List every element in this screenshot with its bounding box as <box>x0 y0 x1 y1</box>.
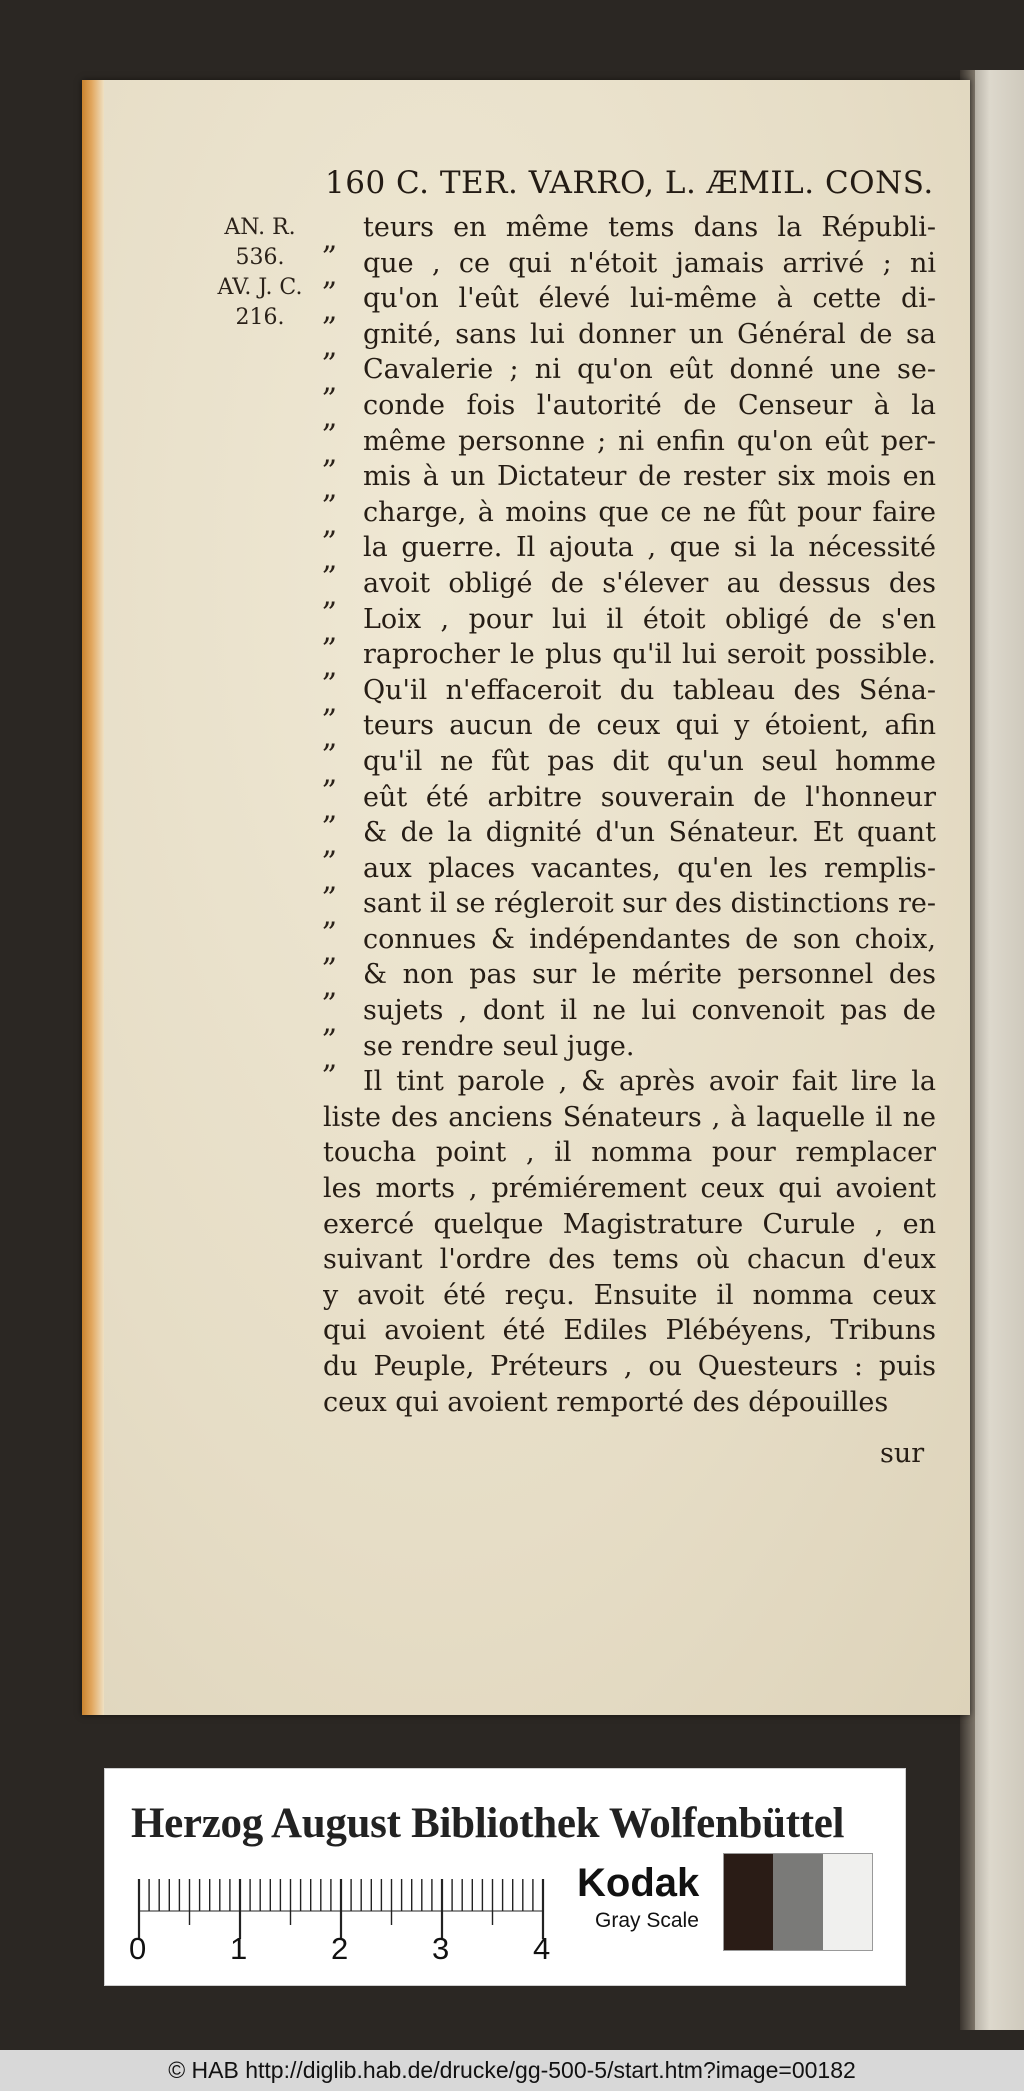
quote-mark: „ <box>322 542 338 578</box>
quote-mark: „ <box>322 755 338 791</box>
ruler-numbers <box>129 1931 589 1971</box>
quote-mark: „ <box>322 684 338 720</box>
text-line: sant il se régleroit sur des distinctions re- <box>363 888 936 920</box>
text-line: conde fois l'autorité de Censeur à la <box>363 389 936 421</box>
text-line: même personne ; ni enfin qu'on eût per- <box>363 425 936 457</box>
quote-mark: „ <box>322 827 338 863</box>
text-line: qu'il ne fût pas dit qu'un seul homme <box>363 745 936 777</box>
quote-mark: „ <box>322 506 338 542</box>
text-line: charge, à moins que ce ne fût pour faire <box>363 496 936 528</box>
quote-mark: „ <box>322 1005 338 1041</box>
text-line: & non pas sur le mérite personnel des <box>363 959 936 991</box>
quote-mark: „ <box>322 222 338 257</box>
text-line: Cavalerie ; ni qu'on eût donné une se- <box>363 354 936 386</box>
text-line: avoit obligé de s'élever au dessus des <box>363 567 936 599</box>
text-line: qui avoient été Ediles Plébéyens, Tribuns <box>323 1315 936 1347</box>
quote-mark: „ <box>322 293 338 329</box>
text-line: Qu'il n'effaceroit du tableau des Séna- <box>363 674 936 706</box>
ruler-number: 3 <box>432 1931 450 1966</box>
quote-mark: „ <box>322 1040 338 1076</box>
margin-note <box>205 213 315 333</box>
text-line: aux places vacantes, qu'en les remplis- <box>363 852 936 884</box>
text-line: Il tint parole , & après avoir fait lire la <box>363 1066 936 1098</box>
quote-mark: „ <box>322 649 338 685</box>
quote-mark: „ <box>322 791 338 827</box>
margin-note-line: 536. <box>235 245 285 270</box>
quote-mark: „ <box>322 328 338 364</box>
text-line: du Peuple, Préteurs , ou Questeurs : puis <box>323 1351 936 1382</box>
color-target-card <box>104 1768 906 1986</box>
text-line: se rendre seul juge. <box>363 1030 635 1062</box>
quote-mark: „ <box>322 399 338 435</box>
body-text <box>323 210 936 1420</box>
text-line: teurs en même tems dans la Républi- <box>363 212 936 243</box>
text-line: qu'on l'eût élevé lui-même à cette di- <box>363 283 936 315</box>
gray-patch <box>724 1854 773 1950</box>
text-line: que , ce qui n'étoit jamais arrivé ; ni <box>363 247 936 279</box>
ruler-number: 4 <box>533 1931 551 1966</box>
margin-note-line: AV. J. C. <box>217 275 303 300</box>
next-page-edge <box>975 70 1024 2030</box>
text-line: & de la dignité d'un Sénateur. Et quant <box>363 817 936 849</box>
text-line: toucha point , il nomma pour remplacer <box>323 1137 936 1169</box>
text-line: eût été arbitre souverain de l'honneur <box>363 781 936 813</box>
quote-mark: „ <box>322 577 338 613</box>
quote-mark: „ <box>322 435 338 471</box>
text-line: Loix , pour lui il étoit obligé de s'en <box>363 603 936 635</box>
text-line: suivant l'ordre des tems où chacun d'eux <box>323 1244 936 1276</box>
ruler-number: 1 <box>230 1931 248 1966</box>
text-line: les morts , prémiérement ceux qui avoient <box>323 1173 936 1205</box>
text-line: raprocher le plus qu'il lui seroit possible. <box>363 639 936 671</box>
footer-source-url: © HAB http://diglib.hab.de/drucke/gg-500-5/start.htm?image=00182 <box>0 2050 1024 2091</box>
text-line: sujets , dont il ne lui convenoit pas de <box>363 995 936 1027</box>
gray-patch <box>823 1854 872 1950</box>
gray-scale-patches <box>723 1853 873 1951</box>
page-gilt-edge <box>82 80 104 1715</box>
margin-note-line: 216. <box>235 305 285 330</box>
quote-mark: „ <box>322 471 338 507</box>
quote-mark: „ <box>322 720 338 756</box>
quote-mark: „ <box>322 933 338 969</box>
quote-mark: „ <box>322 898 338 934</box>
running-head: 160 C. TER. VARRO, L. ÆMIL. CONS. <box>325 165 934 201</box>
catchword: sur <box>880 1438 925 1469</box>
quote-mark: „ <box>322 613 338 649</box>
text-line: connues & indépendantes de son choix, <box>363 923 936 955</box>
kodak-logo: Kodak <box>577 1861 700 1905</box>
ruler-number: 0 <box>129 1931 147 1966</box>
quote-mark: „ <box>322 364 338 400</box>
gray-patch <box>773 1854 822 1950</box>
quote-mark: „ <box>322 257 338 293</box>
gray-scale-label: Gray Scale <box>595 1909 699 1932</box>
quote-mark: „ <box>322 969 338 1005</box>
ruler-number: 2 <box>331 1931 349 1966</box>
quote-mark: „ <box>322 862 338 898</box>
library-title: Herzog August Bibliothek Wolfenbüttel <box>131 1800 845 1847</box>
text-line: la guerre. Il ajouta , que si la nécessité <box>363 532 936 564</box>
text-line: y avoit été reçu. Ensuite il nomma ceux <box>323 1279 936 1311</box>
text-line: liste des anciens Sénateurs , à laquelle il ne <box>323 1101 936 1133</box>
text-line: mis à un Dictateur de rester six mois en <box>363 461 936 493</box>
text-line: ceux qui avoient remporté des dépouilles <box>323 1386 889 1418</box>
text-line: gnité, sans lui donner un Général de sa <box>363 318 936 350</box>
text-line: teurs aucun de ceux qui y étoient, afin <box>363 710 936 742</box>
margin-note-line: AN. R. <box>224 215 296 240</box>
text-line: exercé quelque Magistrature Curule , en <box>323 1208 936 1240</box>
